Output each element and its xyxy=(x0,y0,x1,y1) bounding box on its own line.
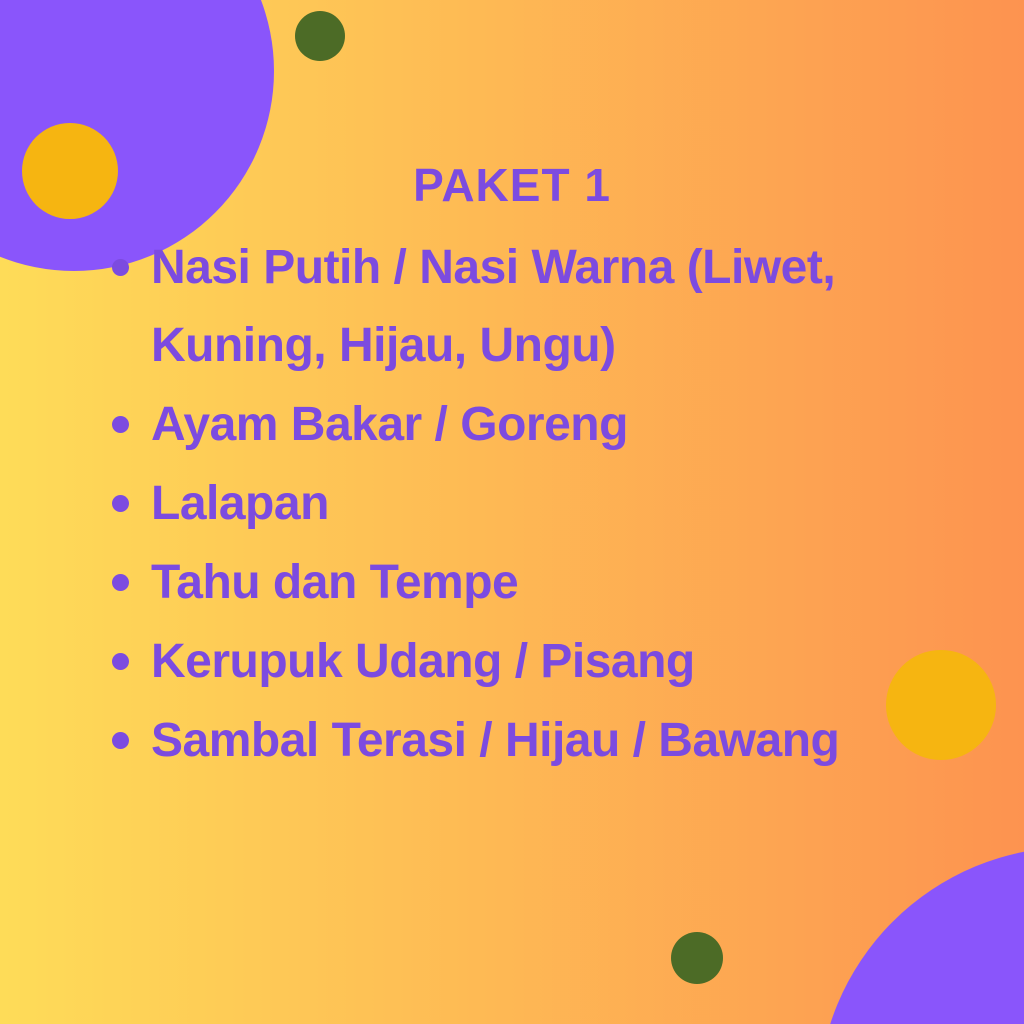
bullet-dot-icon xyxy=(112,259,129,276)
menu-item-label: Tahu dan Tempe xyxy=(151,556,519,609)
green-dot-top xyxy=(295,11,345,61)
bullet-dot-icon xyxy=(112,653,129,670)
menu-item xyxy=(112,229,902,385)
menu-item-label: Ayam Bakar / Goreng xyxy=(151,398,628,451)
menu-item xyxy=(112,623,902,701)
purple-corner-circle-bottom-right xyxy=(818,847,1024,1024)
bullet-dot-icon xyxy=(112,495,129,512)
menu-item xyxy=(112,465,902,543)
menu-item-label: Lalapan xyxy=(151,477,329,530)
yellow-circle-bottom-right xyxy=(886,650,996,760)
bullet-dot-icon xyxy=(112,574,129,591)
menu-item xyxy=(112,544,902,622)
green-dot-bottom xyxy=(671,932,723,984)
bullet-dot-icon xyxy=(112,732,129,749)
menu-list xyxy=(112,229,902,781)
bullet-dot-icon xyxy=(112,416,129,433)
menu-item-label: Sambal Terasi / Hijau / Bawang xyxy=(151,714,840,767)
menu-item xyxy=(112,702,902,780)
poster-title: PAKET 1 xyxy=(413,159,611,211)
menu-item xyxy=(112,386,902,464)
menu-item-label: Nasi Putih / Nasi Warna (Liwet, Kuning, Hijau, Ungu) xyxy=(151,241,836,372)
menu-item-label: Kerupuk Udang / Pisang xyxy=(151,635,695,688)
